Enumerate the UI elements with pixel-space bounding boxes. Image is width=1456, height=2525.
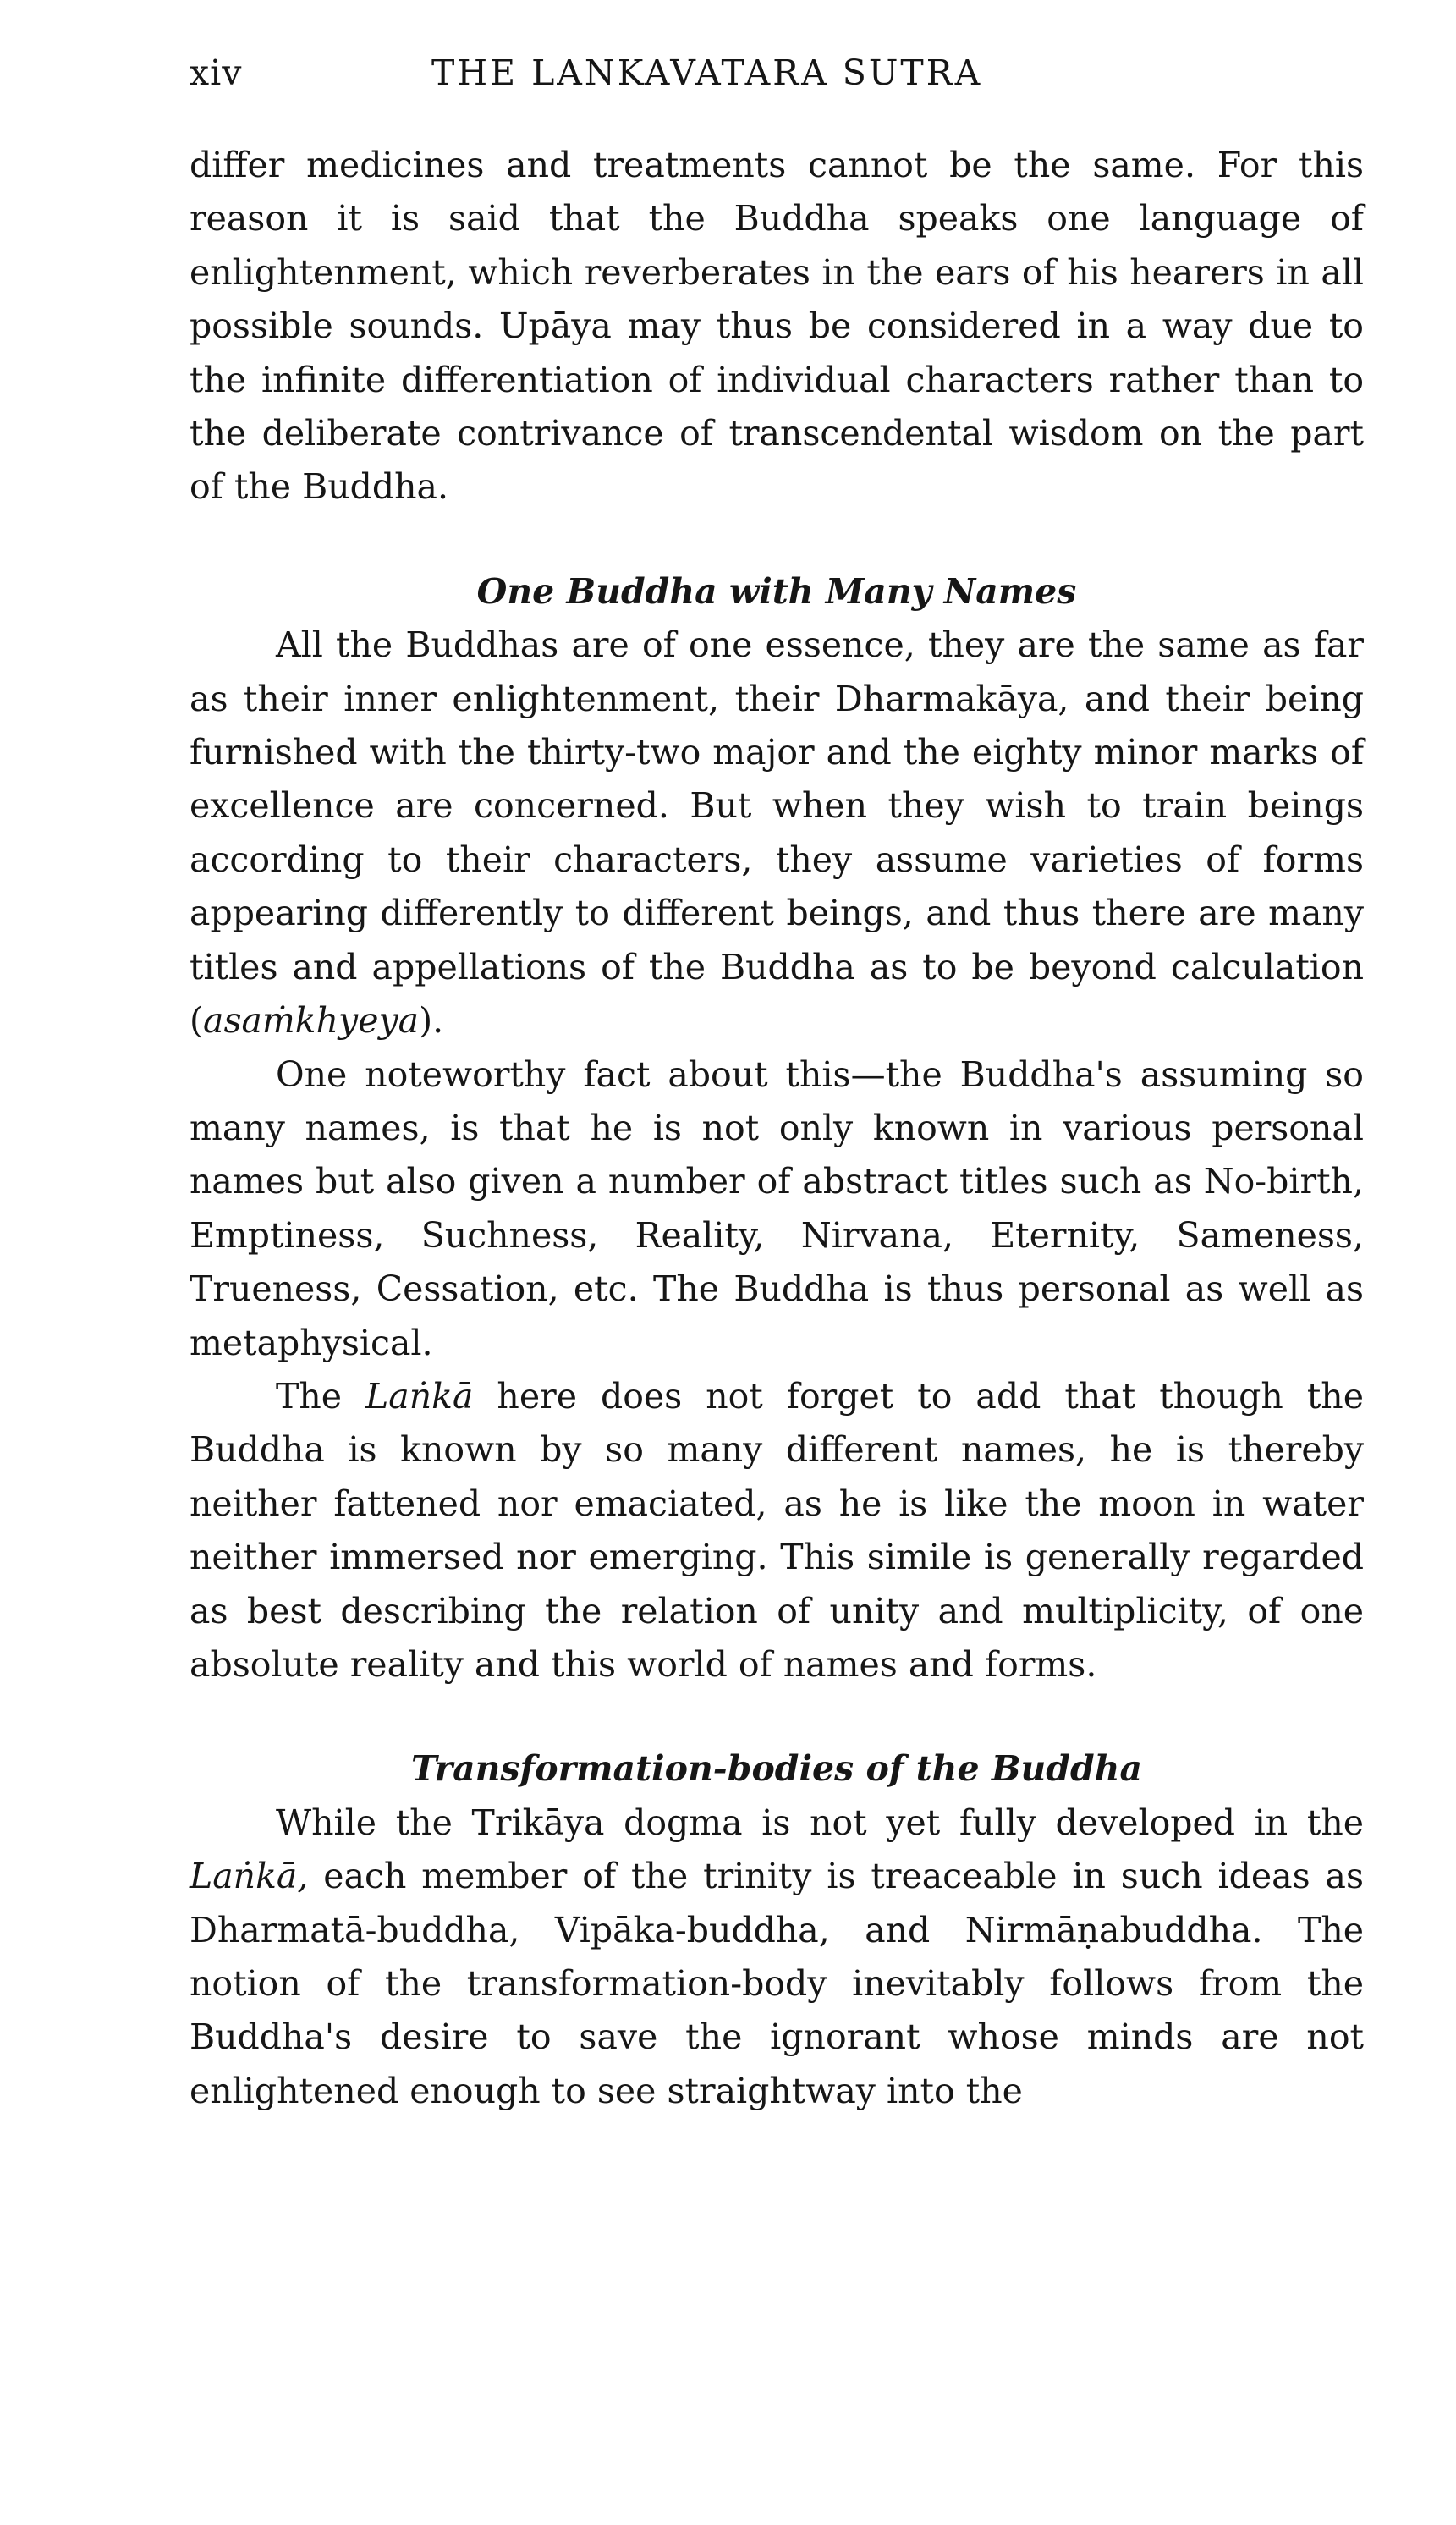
paragraph-abstract-titles: One noteworthy fact about this—the Buddha's assuming so many names, is that he is not only known in various personal names but also given a number of abstract titles such as No-birth, Emptiness, Suchness, Reality, Nirvana, Eternity, Sameness, Trueness, Cessation, etc. The Buddha is thus personal as well as metaphysical. bbox=[190, 1053, 1364, 1363]
italic-term: Laṅkā, bbox=[190, 1856, 309, 1897]
italic-term: Laṅkā bbox=[365, 1375, 474, 1417]
paragraph-continuation: differ medicines and treatments cannot be the same. For this reason it is said that the Buddha speaks one language of enlightenment, which reverberates in the ears of his hearers in all possible sounds. Upāya may thus be considered in a way due to the infinite differentiation of individual characters rather than to the deliberate contrivance of transcendental wisdom on the part of the Buddha. bbox=[190, 145, 1364, 508]
page-number: xiv bbox=[190, 52, 243, 93]
section-heading-transformation-bodies: Transformation-bodies of the Buddha bbox=[410, 1748, 1143, 1790]
section-heading-many-names: One Buddha with Many Names bbox=[476, 570, 1077, 612]
paragraph-text: ). bbox=[419, 1000, 444, 1042]
paragraph-text: All the Buddhas are of one essence, they are the same as far as their inner enlightenment, their Dharmakāya, and their being furnished with the thirty-two major and the eighty minor marks of excellence are concerned. But when they wish to train beings according to their characters, they assume varieties of forms appearing differently to different beings, and thus there are many titles and appellations of the Buddha as to be beyond calculation ( bbox=[190, 624, 1364, 1042]
running-head bbox=[190, 52, 1374, 112]
paragraph-moon-simile bbox=[190, 1370, 1364, 1692]
italic-term: asaṁkhyeya bbox=[203, 1000, 420, 1042]
paragraph-text: While the Trikāya dogma is not yet fully developed in the bbox=[276, 1802, 1364, 1843]
paragraph-trikaya bbox=[190, 1796, 1364, 2118]
paragraph-text: here does not forget to add that though the Buddha is known by so many different names, he is thereby neither fattened nor emaciated, as he is like the moon in water neither immersed nor emerging. This simile is generally regarded as best describing the relation of unity and multiplicity, of one absolute reality and this world of names and forms. bbox=[190, 1375, 1364, 1685]
paragraph-text: The bbox=[276, 1375, 366, 1417]
paragraph-text: each member of the trinity is treaceable in such ideas as Dharmatā-buddha, Vipāka-buddha, and Nirmāṇabuddha. The notion of the transformation-body inevitably follows from the Buddha's desire to save the ignorant whose minds are not enlightened enough to see straightway into the bbox=[190, 1856, 1364, 2111]
paragraph-buddhas-essence bbox=[190, 619, 1364, 1048]
body-text bbox=[190, 139, 1364, 2118]
running-title: THE LANKAVATARA SUTRA bbox=[431, 52, 983, 93]
